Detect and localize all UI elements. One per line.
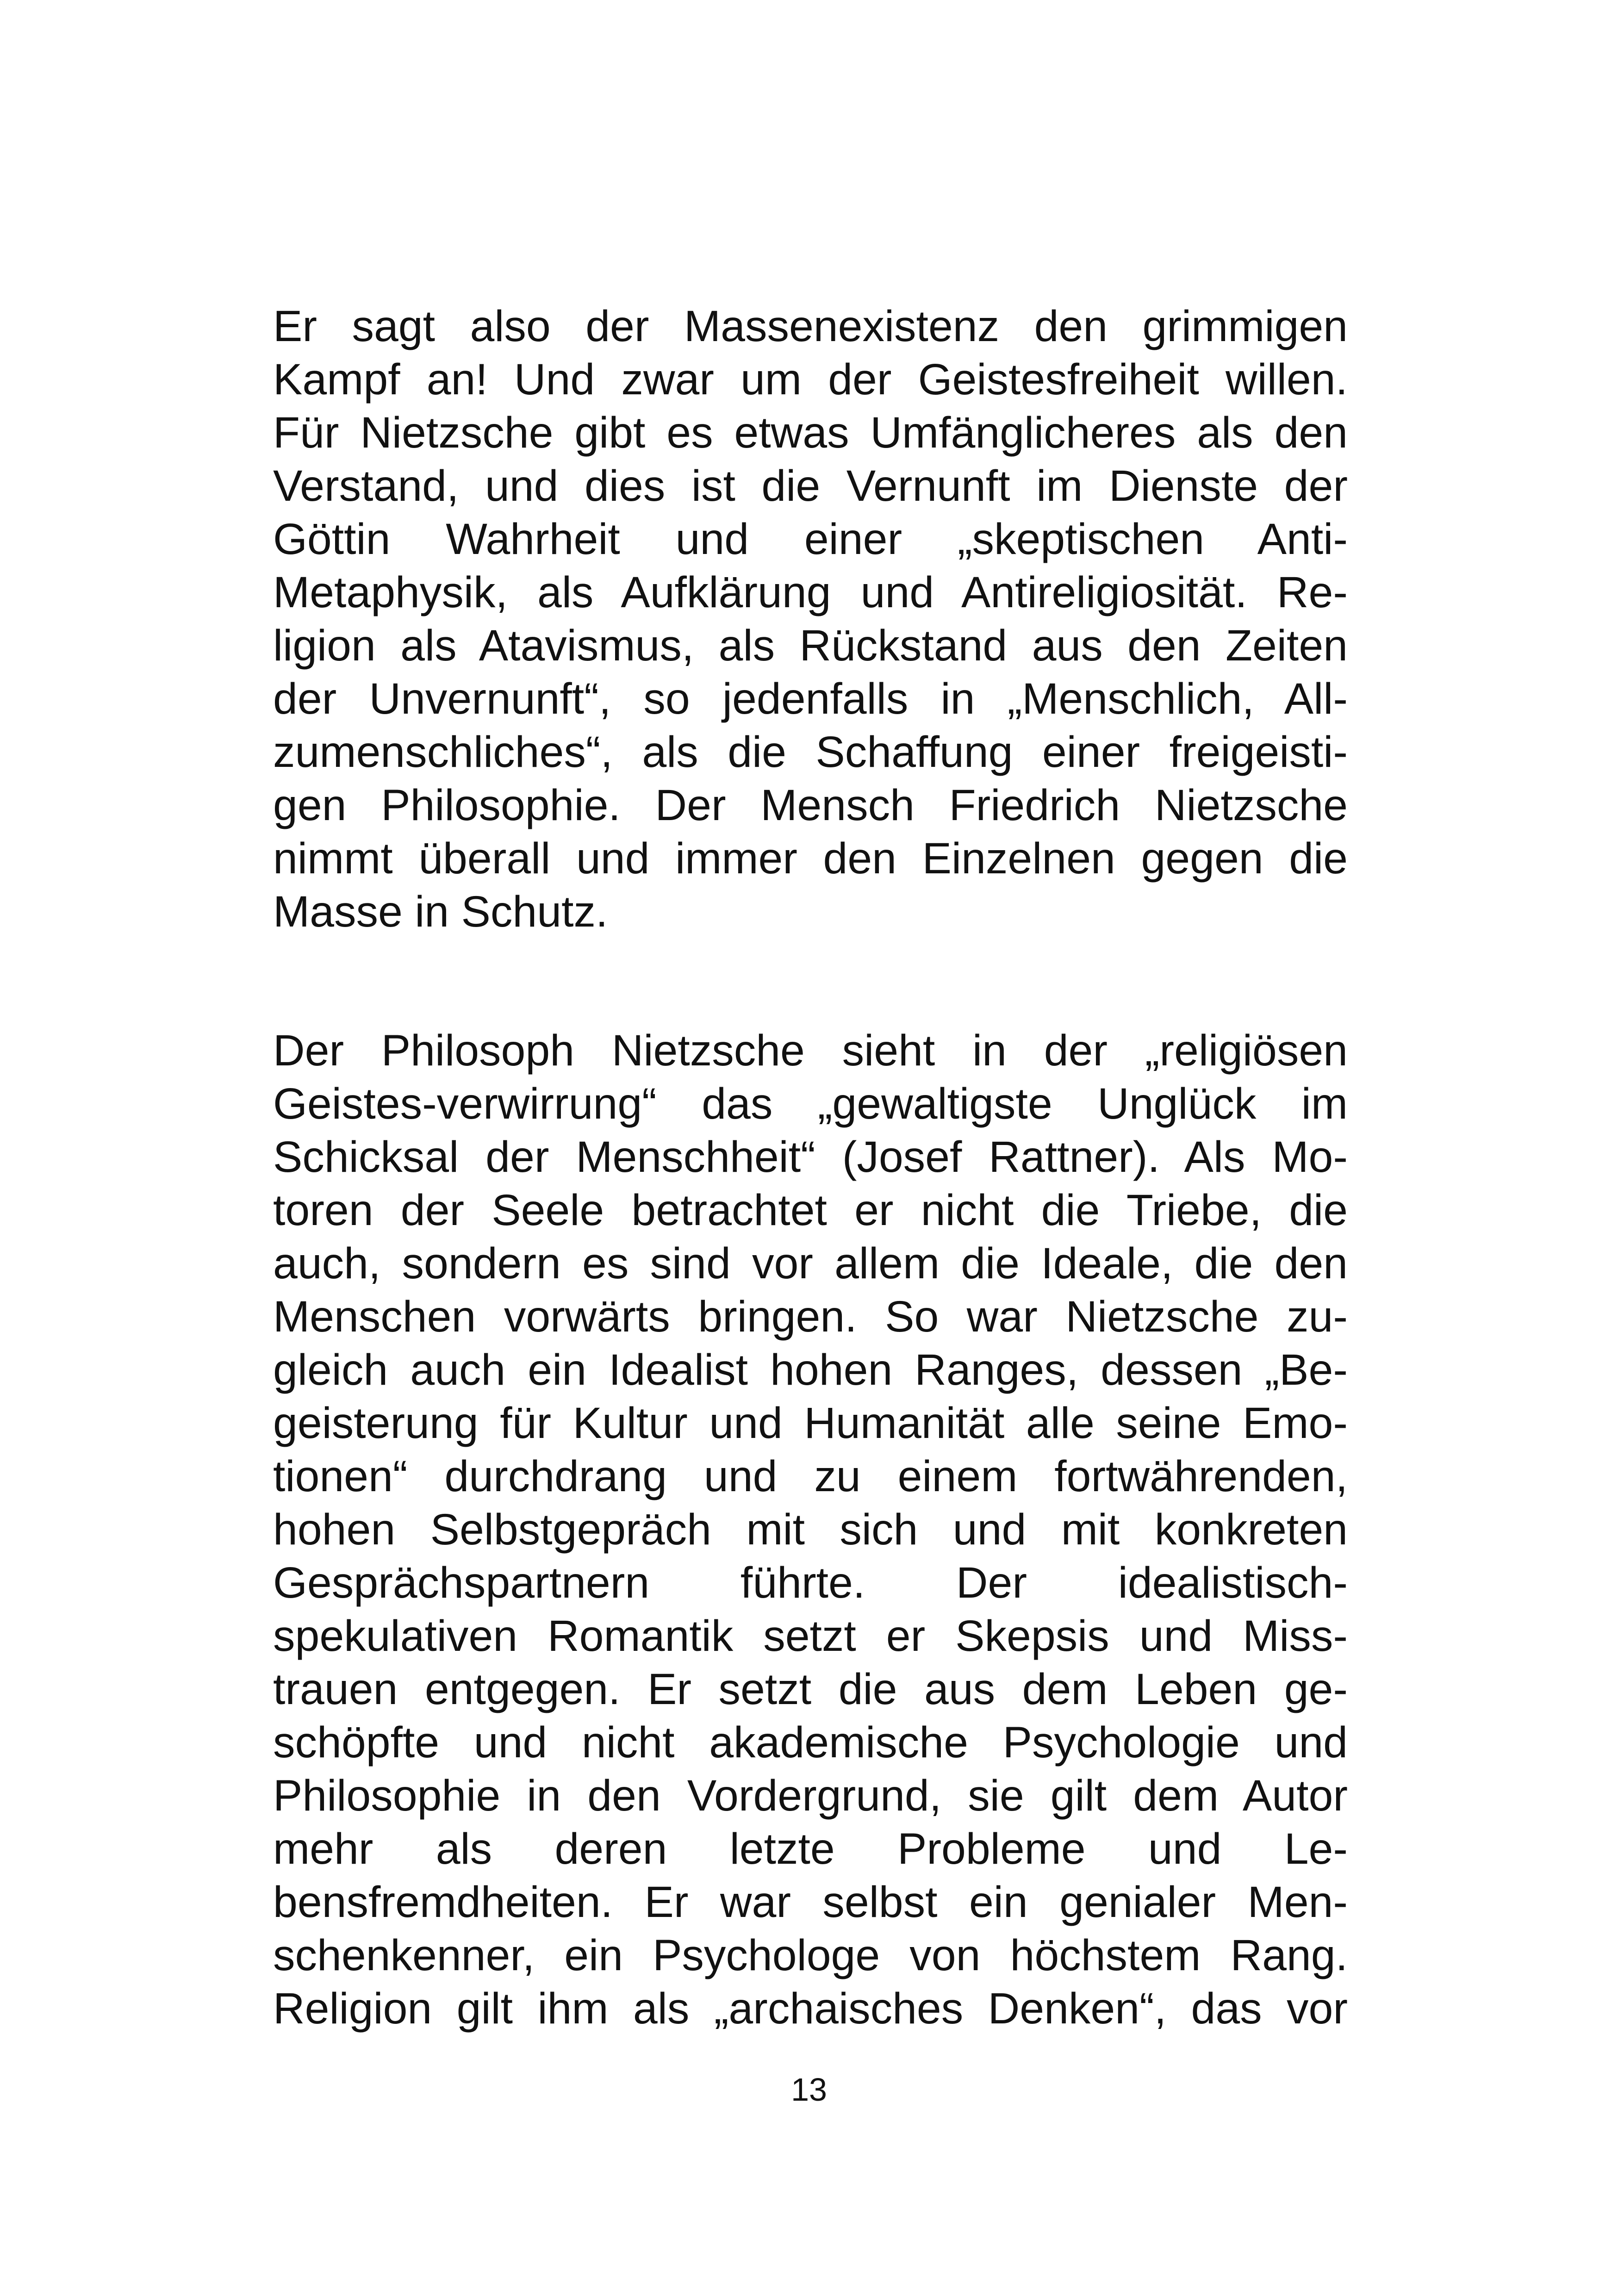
text-line: geisterung für Kultur und Humanität alle seine Emo- bbox=[273, 1399, 1348, 1448]
text-line: Metaphysik, als Aufklärung und Antireligiosität. Re- bbox=[273, 568, 1348, 617]
text-line: auch, sondern es sind vor allem die Ideale, die den bbox=[273, 1239, 1348, 1288]
text-line: gen Philosophie. Der Mensch Friedrich Nietzsche bbox=[273, 781, 1348, 830]
text-line: trauen entgegen. Er setzt die aus dem Leben ge- bbox=[273, 1665, 1348, 1714]
text-line: schenkenner, ein Psychologe von höchstem Rang. bbox=[273, 1931, 1348, 1980]
text-line: Er sagt also der Massenexistenz den grimmigen bbox=[273, 302, 1348, 351]
text-line: Göttin Wahrheit und einer „skeptischen Anti- bbox=[273, 515, 1348, 564]
text-line: bensfremdheiten. Er war selbst ein genialer Men- bbox=[273, 1878, 1348, 1927]
text-line: Religion gilt ihm als „archaisches Denken“, das vor bbox=[273, 1984, 1348, 2033]
text-line: Gesprächspartnern führte. Der idealistisch- bbox=[273, 1558, 1348, 1607]
text-line: ligion als Atavismus, als Rückstand aus den Zeiten bbox=[273, 621, 1348, 670]
text-line: Schicksal der Menschheit“ (Josef Rattner). Als Mo- bbox=[273, 1132, 1348, 1182]
text-line: gleich auch ein Idealist hohen Ranges, dessen „Be- bbox=[273, 1345, 1348, 1394]
text-line: zumenschliches“, als die Schaffung einer freigeisti- bbox=[273, 728, 1348, 777]
text-line: nimmt überall und immer den Einzelnen gegen die bbox=[273, 834, 1348, 883]
text-line: spekulativen Romantik setzt er Skepsis und Miss- bbox=[273, 1612, 1348, 1661]
text-line: mehr als deren letzte Probleme und Le- bbox=[273, 1824, 1348, 1873]
text-line: Masse in Schutz. bbox=[273, 887, 608, 936]
text-line: Für Nietzsche gibt es etwas Umfänglicheres als den bbox=[273, 408, 1348, 457]
paragraph-1 bbox=[273, 300, 1348, 939]
paragraph-2 bbox=[273, 1024, 1348, 2035]
text-line: Kampf an! Und zwar um der Geistesfreiheit willen. bbox=[273, 355, 1348, 404]
text-line: toren der Seele betrachtet er nicht die Triebe, die bbox=[273, 1186, 1348, 1235]
text-line: tionen“ durchdrang und zu einem fortwährenden, bbox=[273, 1452, 1348, 1501]
text-line: Der Philosoph Nietzsche sieht in der „religiösen bbox=[273, 1026, 1348, 1075]
text-line: hohen Selbstgepräch mit sich und mit konkreten bbox=[273, 1505, 1348, 1554]
text-line: Philosophie in den Vordergrund, sie gilt dem Autor bbox=[273, 1771, 1348, 1820]
text-line: Verstand, und dies ist die Vernunft im Dienste der bbox=[273, 461, 1348, 510]
text-line: Menschen vorwärts bringen. So war Nietzsche zu- bbox=[273, 1292, 1348, 1341]
text-line: schöpfte und nicht akademische Psychologie und bbox=[273, 1718, 1348, 1767]
page-number: 13 bbox=[791, 2072, 827, 2108]
text-line: Geistes-verwirrung“ das „gewaltigste Unglück im bbox=[273, 1079, 1348, 1128]
text-line: der Unvernunft“, so jedenfalls in „Menschlich, All- bbox=[273, 674, 1348, 723]
